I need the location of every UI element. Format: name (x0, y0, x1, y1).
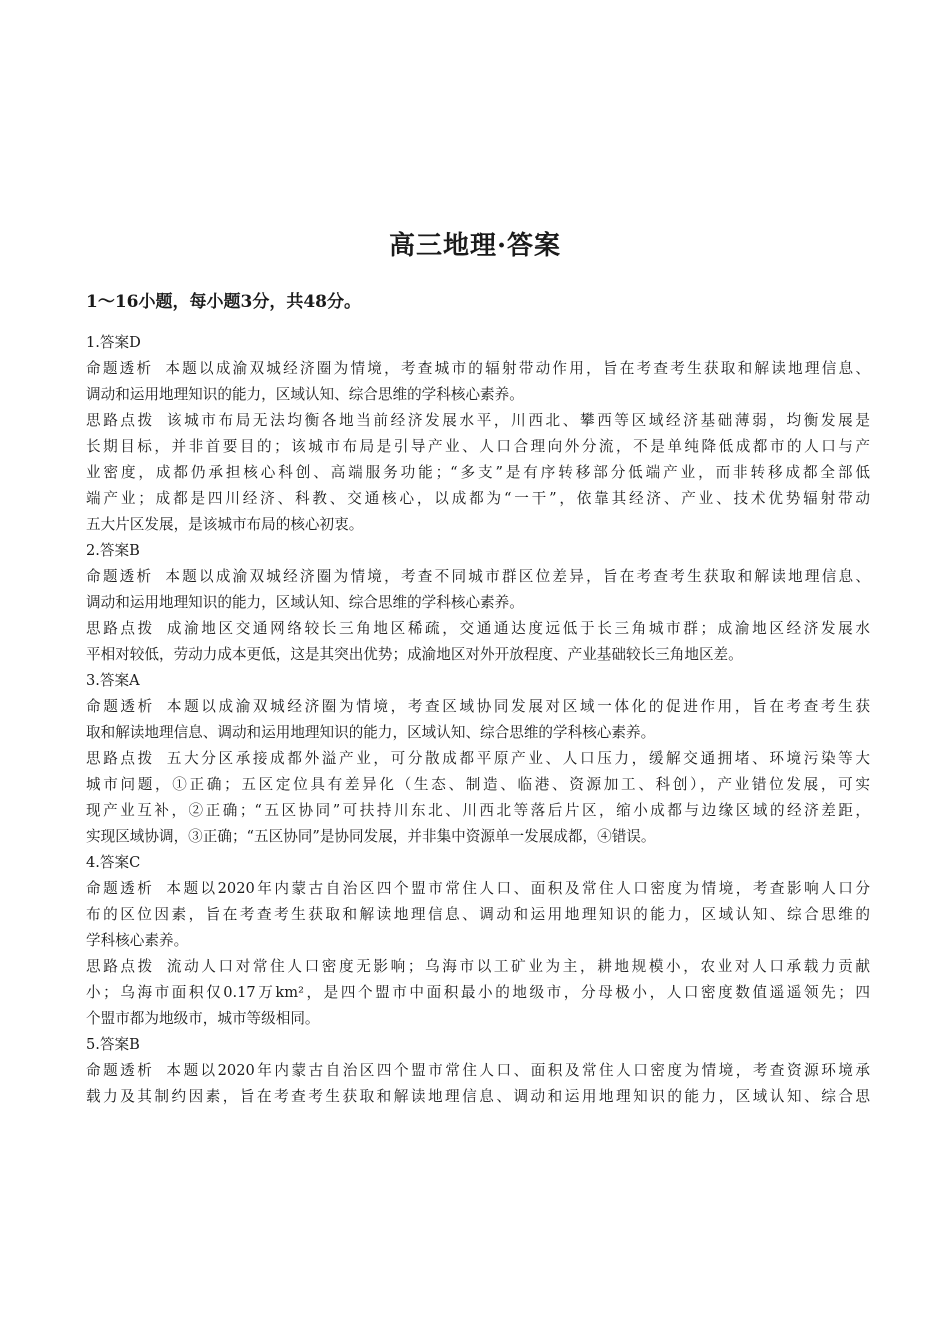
text-line: 本题以2020年内蒙古自治区四个盟市常住人口、面积及常住人口密度为情境，考查资源环境承 (166, 1062, 870, 1079)
answer-content (86, 330, 870, 1110)
text-line: 五大分区承接成都外溢产业，可分散成都平原产业、人口压力，缓解交通拥堵、环境污染等大 (166, 750, 870, 767)
hint-paragraph (86, 408, 870, 538)
text-line: 本题以成渝双城经济圈为情境，考查城市的辐射带动作用，旨在考查考生获取和解读地理信息、 (165, 360, 870, 377)
section-header: 1～16小题，每小题3分，共48分。 (86, 292, 361, 312)
hint-tag: 思路点拨 (86, 750, 155, 767)
text-line: 城市问题，①正确；五区定位具有差异化（生态、制造、临港、资源加工、科创），产业错位发展，可实 (86, 776, 870, 793)
analysis-tag: 命题透析 (86, 1062, 155, 1079)
analysis-paragraph (86, 1058, 870, 1110)
answer-label: 2.答案B (86, 542, 140, 559)
answer-label: 4.答案C (86, 854, 141, 871)
analysis-tag: 命题透析 (86, 360, 154, 377)
text-line: 本题以2020年内蒙古自治区四个盟市常住人口、面积及常住人口密度为情境，考查影响人口分 (166, 880, 870, 897)
question-block (86, 330, 870, 538)
hint-paragraph (86, 746, 870, 850)
text-line: 布的区位因素，旨在考查考生获取和解读地理信息、调动和运用地理知识的能力，区域认知、综合思维的 (86, 906, 870, 923)
question-block (86, 850, 870, 1032)
answer-label: 1.答案D (86, 334, 141, 351)
answer-label: 5.答案B (86, 1036, 140, 1053)
text-line: 平相对较低，劳动力成本更低，这是其突出优势；成渝地区对外开放程度、产业基础较长三角地区差。 (86, 646, 743, 663)
hint-tag: 思路点拨 (86, 412, 155, 429)
text-line: 取和解读地理信息、调动和运用地理知识的能力，区域认知、综合思维的学科核心素养。 (86, 724, 656, 741)
text-line: 五大片区发展，是该城市布局的核心初衷。 (86, 516, 364, 533)
question-block (86, 538, 870, 668)
hint-tag: 思路点拨 (86, 958, 155, 975)
analysis-paragraph (86, 356, 870, 408)
text-line: 长期目标，并非首要目的；该城市布局是引导产业、人口合理向外分流，不是单纯降低成都市的人口与产 (86, 438, 870, 455)
text-line: 流动人口对常住人口密度无影响；乌海市以工矿业为主，耕地规模小，农业对人口承载力贡献 (166, 958, 870, 975)
answer-label: 3.答案A (86, 672, 140, 689)
analysis-tag: 命题透析 (86, 698, 155, 715)
text-line: 本题以成渝双城经济圈为情境，考查区域协同发展对区域一体化的促进作用，旨在考查考生获 (166, 698, 870, 715)
text-line: 本题以成渝双城经济圈为情境，考查不同城市群区位差异，旨在考查考生获取和解读地理信息、 (165, 568, 870, 585)
text-line: 端产业；成都是四川经济、科教、交通核心，以成都为“一干”，依靠其经济、产业、技术优势辐射带动 (86, 490, 870, 507)
analysis-tag: 命题透析 (86, 568, 154, 585)
analysis-paragraph (86, 694, 870, 746)
text-line: 学科核心素养。 (86, 932, 189, 949)
question-block (86, 668, 870, 850)
text-line: 个盟市都为地级市，城市等级相同。 (86, 1010, 320, 1027)
analysis-paragraph (86, 876, 870, 954)
text-line: 成渝地区交通网络较长三角地区稀疏，交通通达度远低于长三角城市群；成渝地区经济发展水 (166, 620, 870, 637)
text-line: 该城市布局无法均衡各地当前经济发展水平，川西北、攀西等区域经济基础薄弱，均衡发展是 (166, 412, 870, 429)
text-line: 现产业互补，②正确；“五区协同”可扶持川东北、川西北等落后片区，缩小成都与边缘区域的经济差距， (86, 802, 870, 819)
analysis-paragraph (86, 564, 870, 616)
hint-paragraph (86, 954, 870, 1032)
text-line: 载力及其制约因素，旨在考查考生获取和解读地理信息、调动和运用地理知识的能力，区域认知、综合思 (86, 1088, 870, 1105)
question-block (86, 1032, 870, 1110)
text-line: 调动和运用地理知识的能力，区域认知、综合思维的学科核心素养。 (86, 386, 524, 403)
text-line: 实现区域协调，③正确；“五区协同”是协同发展，并非集中资源单一发展成都，④错误。 (86, 828, 656, 845)
hint-paragraph (86, 616, 870, 668)
text-line: 小；乌海市面积仅0.17万km²，是四个盟市中面积最小的地级市，分母极小，人口密度数值遥遥领先；四 (86, 984, 870, 1001)
hint-tag: 思路点拨 (86, 620, 155, 637)
analysis-tag: 命题透析 (86, 880, 155, 897)
text-line: 调动和运用地理知识的能力，区域认知、综合思维的学科核心素养。 (86, 594, 524, 611)
text-line: 业密度，成都仍承担核心科创、高端服务功能；“多支”是有序转移部分低端产业，而非转移成都全部低 (86, 464, 870, 481)
page-title: 高三地理·答案 (388, 231, 562, 261)
